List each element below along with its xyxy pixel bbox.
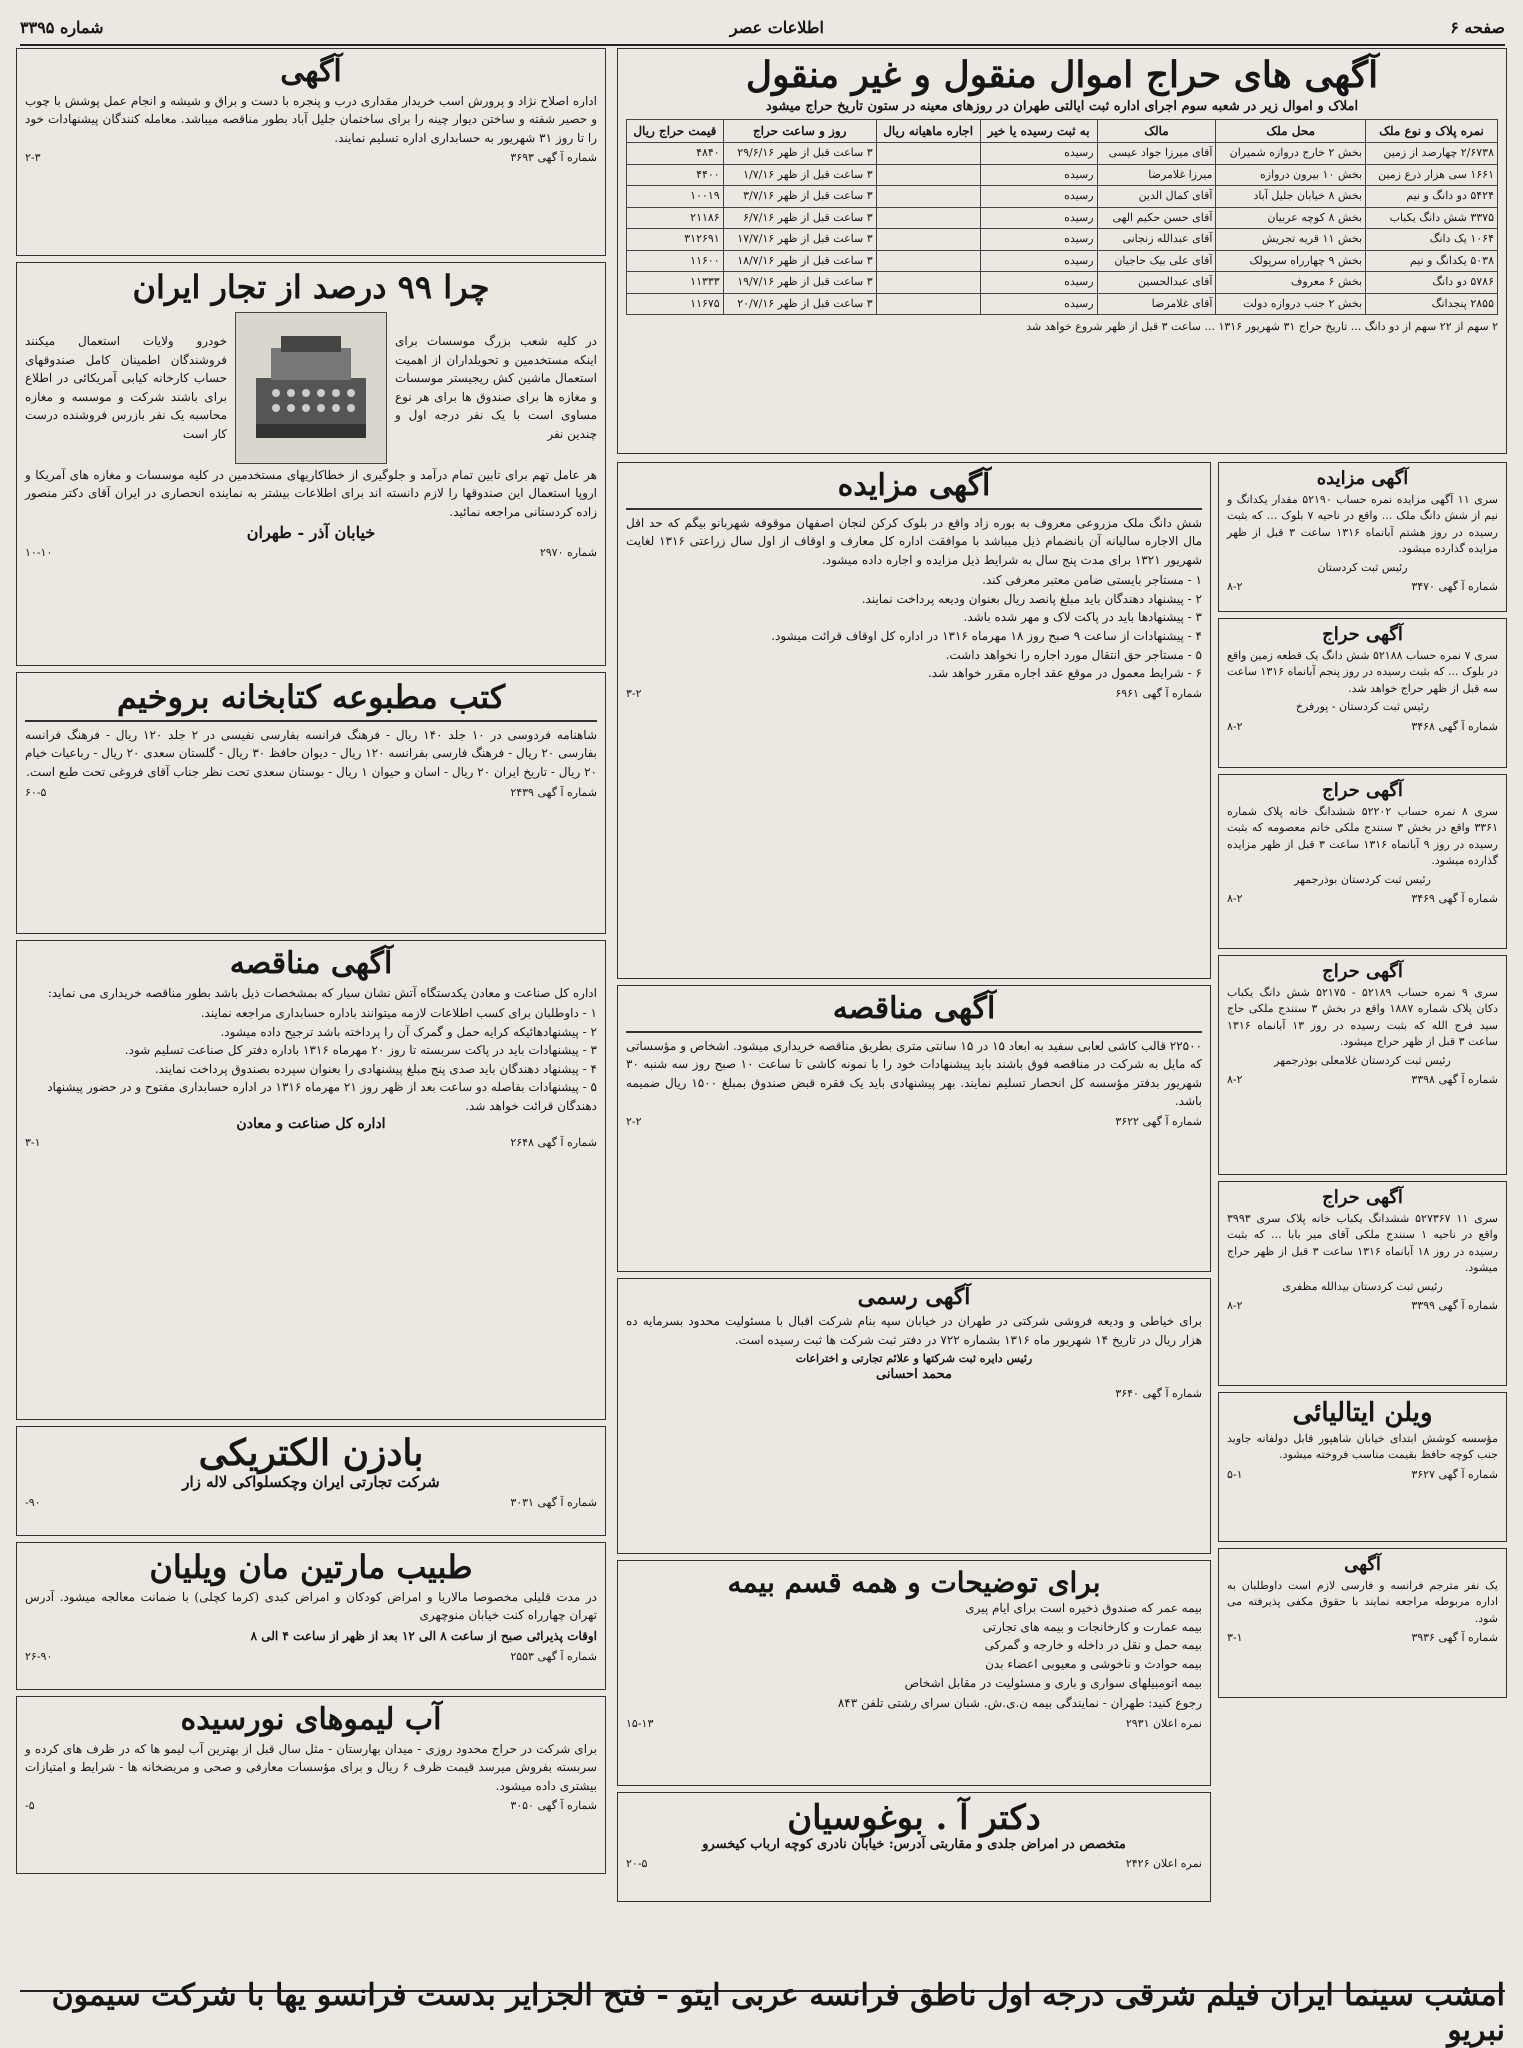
side-ad-body: سری ۹ نمره حساب ۵۲۱۸۹ - ۵۲۱۷۵ شش دانگ یکباب دکان پلاک شماره ۱۸۸۷ واقع در بخش ۳ سنندج ملکی حاج سید فرج الله که بثبت رسیده در روز ۱۳ آبانماه ۱۳۱۶ ساعت ۳ قبل از ظهر حراج میشود. (1227, 985, 1499, 1049)
table-cell: ۵۴۲۴ دو دانگ و نیم (1366, 186, 1498, 208)
mozayede-footer: شماره آ گهی ۶۹۶۱ (1115, 686, 1202, 700)
list-item: ۳ - پیشنهادها باید در پاکت لاک و مهر شده باشد. (963, 610, 1202, 625)
auction-header-0: نمره پلاک و نوع ملک (1366, 120, 1498, 143)
doctor-sub: متخصص در امراض جلدی و مقاربتی آدرس: خیابان نادری کوچه ارباب کیخسرو (702, 1837, 1126, 1853)
rasmi-body: برای خیاطی و ودیعه فروشی شرکتی در طهران در خیابان سپه بنام شرکت اقبال با مسئولیت محدود بسرمایه ده هزار ریال در تاریخ ۱۴ شهریور ماه ۱۳۱۶ بشماره ۷۲۲ در دفتر ثبت شرکت ها ثبت رسیده است. (626, 1314, 1202, 1347)
left-agahi-code: ۲-۳ (25, 151, 41, 165)
rasmi-sign: رئیس دایره ثبت شرکتها و علائم تجارتی و اختراعات (795, 1352, 1033, 1366)
side-ad-footer: شماره آ گهی ۳۳۹۸ (1411, 1073, 1498, 1087)
right-column (617, 48, 1507, 460)
tabib-code: ۲۶-۹۰ (25, 1649, 53, 1663)
table-cell: آقای عبدالحسین (1097, 272, 1216, 294)
table-cell: رسیده (980, 186, 1097, 208)
side-ad-code: ۸-۲ (1227, 719, 1243, 733)
rasmi-ad (617, 1278, 1211, 1554)
side-ad-title: آگهی مزایده (1316, 468, 1409, 489)
list-item: بیمه اتومبیلهای سواری و باری و مسئولیت در مقابل اشخاص (904, 1675, 1202, 1690)
left-column (16, 48, 606, 1880)
tabib-footer: شماره آ گهی ۲۵۵۳ (510, 1649, 597, 1663)
tabib-body: در مدت قلیلی مخصوصا مالاریا و امراض کودکان و امراض کبدی (کرما کچلی) با ضمانت معالجه میشود. آدرس تهران چهارراه کنت خیابان منوچهری (25, 1589, 597, 1623)
issue-number: شماره ۳۳۹۵ (20, 17, 104, 37)
table-row (627, 272, 1498, 294)
table-cell: رسیده (980, 164, 1097, 186)
side-ad-footer: شماره آ گهی ۳۹۳۶ (1411, 1631, 1498, 1645)
side-ad-body: مؤسسه کوشش ابتدای خیابان شاهپور قابل دولفانه جاوید جنب کوچه حافظ بقیمت مناسب فروخته میشود. (1227, 1431, 1498, 1462)
monaghese-footer: شماره آ گهی ۳۶۲۲ (1115, 1114, 1202, 1128)
cash-title: چرا ۹۹ درصد از تجار ایران (132, 268, 490, 306)
side-ad-sign: رئیس ثبت کردستان بیدالله مظفری (1282, 1279, 1443, 1293)
table-cell: آقای غلامرضا (1097, 293, 1216, 315)
table-cell: ۲۱۱۸۶ (627, 207, 724, 229)
auction-header-5: روز و ساعت حراج (723, 120, 876, 143)
side-ad-body: سری ۱۱ ۵۲۷۳۶۷ ششدانگ یکباب خانه پلاک سری ۳۹۹۳ واقع در ناحیه ۱ سنندج ملکی آقای میر بابا ... که بثبت رسیده در روز ۱۸ آبانماه ۱۳۱۶ ساعت ۳ قبل از ظهر حراج میشود. (1227, 1211, 1499, 1275)
table-cell: ۱۱۶۰۰ (627, 250, 724, 272)
side-ad-footer: شماره آ گهی ۳۶۲۷ (1411, 1467, 1498, 1481)
mozayede-ad (617, 462, 1211, 979)
table-cell: ۴۸۴۰ (627, 143, 724, 165)
side-ad-agahi (1218, 1548, 1507, 1698)
auction-header-1: محل ملک (1216, 120, 1366, 143)
doctor-title: دکتر آ . بوغوسیان (787, 1798, 1041, 1838)
list-item: ۲ - پیشنهاد دهندگان باید مبلغ پانصد ریال بعنوان ودیعه پرداخت نمایند. (861, 591, 1202, 606)
table-cell: ۱۱۳۳۳ (627, 272, 724, 294)
table-cell: رسیده (980, 250, 1097, 272)
table-cell: رسیده (980, 272, 1097, 294)
books-body: شاهنامه فردوسی در ۱۰ جلد ۱۴۰ ریال - فرهنگ فرانسه بفارسی نفیسی در ۲ جلد ۱۲۰ ریال - فرهنگ فرانسه بفارسی ۲۰ ریال - فرهنگ فارسی بفرانسه ۱۲۰ ریال - دیوان حافظ ۳۰ ریال - گلستان سعدی ۲۰ ریال - رباعیات خیام ۲۰ ریال - تاریخ ایران ۲۰ ریال - اسان و حیوان ۱ ریال - بوستان سعدی تحت نظر جناب آقای فروغی تحت طبع است. (25, 727, 598, 779)
side-ad-sign: رئیس ثبت کردستان - پورفرخ (1295, 700, 1430, 714)
list-item: ۲ - پیشنهادهائیکه کرایه حمل و گمرک آن را پرداخته باشد ترجیح داده میشود. (220, 1024, 597, 1039)
side-ad-villa (1218, 1392, 1507, 1542)
auction-header-2: مالک (1097, 120, 1216, 143)
books-code: ۶۰-۵ (25, 785, 47, 799)
cash-register-image (235, 312, 387, 464)
auction-note: ۲ سهم از ۲۲ سهم از دو دانگ ... تاریخ حراج ۳۱ شهریور ۱۳۱۶ ... ساعت ۳ قبل از ظهر شروع خواهد شد (1026, 320, 1498, 334)
table-cell: ۳ ساعت قبل از ظهر ۲۰/۷/۱۶ (723, 293, 876, 315)
books-footer: شماره آ گهی ۲۴۳۹ (510, 785, 597, 799)
side-ad-footer: شماره آ گهی ۳۴۶۹ (1411, 892, 1498, 906)
page-number: صفحه ۶ (1450, 17, 1505, 37)
cash-bottom: هر عامل تهم برای تابین تمام درآمد و جلوگیری از خطاکاریهای مستخدمین در کلیه موسسات و مغازه های آمریکا و اروپا استعمال این صندوقها را لازم دانسته اند برای اطلاعات بیشتر به نماینده انحصاری در ایران آقای دکتر منصور زاده کردستانی مراجعه نمائید. (25, 467, 597, 519)
list-item: ۱ - مستاجر بایستی ضامن معتبر معرفی کند. (982, 573, 1202, 588)
auction-title: آگهی های حراج اموال منقول و غیر منقول (745, 54, 1379, 96)
table-cell: آقای عبدالله زنجانی (1097, 229, 1216, 251)
table-cell: ۵۰۳۸ یکدانگ و نیم (1366, 250, 1498, 272)
side-ads-column (1218, 462, 1507, 1704)
table-cell: ۳ ساعت قبل از ظهر ۳/۷/۱۶ (723, 186, 876, 208)
table-cell: ۳۱۲۶۹۱ (627, 229, 724, 251)
table-cell: ۳۳۷۵ شش دانگ یکباب (1366, 207, 1498, 229)
list-item: بیمه عمر که صندوق ذخیره است برای ایام پیری (965, 1601, 1202, 1616)
table-cell: میرزا غلامرضا (1097, 164, 1216, 186)
table-cell: رسیده (980, 293, 1097, 315)
list-item: ۳ - پیشنهادات باید در پاکت سربسته تا روز ۲۰ مهرماه ۱۳۱۶ باداره دفتر کل صناعت تسلیم شود. (124, 1043, 597, 1058)
monaghese-ad (617, 985, 1211, 1272)
table-cell: ۳ ساعت قبل از ظهر ۲۹/۶/۱۶ (723, 143, 876, 165)
table-row (627, 143, 1498, 165)
list-item: بیمه حوادث و ناخوشی و معیوبی اعضاء بدن (985, 1656, 1202, 1671)
left-agahi-body: اداره اصلاح نژاد و پرورش اسب خریدار مقداری درب و پنجره با دست و براق و شیشه و انجام عمل پوشش با چوب و حصیر شفته و ساختن دیوار چینه را برای ساختمان جلیل آباد بطور مناقصه میباشد. معامله کنندگان پیشنهادات خود را تا روز ۳۱ شهریور به حسابداری اداره تسلیم نمایند. (25, 93, 597, 145)
table-cell: ۳ ساعت قبل از ظهر ۱/۷/۱۶ (723, 164, 876, 186)
tabib-hours: اوقات پذیرائی صبح از ساعت ۸ الی ۱۲ بعد از ظهر از ساعت ۴ الی ۸ (250, 1628, 597, 1643)
electric-code: ۹۰- (25, 1495, 41, 1509)
bime-code: ۱۵-۱۳ (626, 1716, 654, 1730)
tabib-title: طبیب مارتین مان ویلیان (149, 1548, 473, 1586)
bime-title: برای توضیحات و همه قسم بیمه (727, 1566, 1101, 1599)
auction-header-6: قیمت حراج ریال (627, 120, 724, 143)
side-ad-sign: رئیس ثبت کردستان غلامعلی بوذرجمهر (1274, 1053, 1451, 1067)
table-cell: ۳ ساعت قبل از ظهر ۱۹/۷/۱۶ (723, 272, 876, 294)
electric-footer: شماره آ گهی ۳۰۳۱ (510, 1495, 597, 1509)
electric-sub: شرکت تجارتی ایران وچکسلواکی لاله زار (182, 1473, 440, 1492)
doctor-footer: نمره اعلان ۲۴۲۶ (1125, 1857, 1202, 1871)
side-ad-code: ۸-۲ (1227, 1299, 1243, 1313)
mozayede-body: شش دانگ ملک مزروعی معروف به بوره زاد واقع در بلوک کرکن لنجان اصفهان موقوفه شهربانو بیگم که حد اقل مال الاجاره سالیانه آن بانضمام ذیل میباشد با موافقت اداره کل معارف و اوقاف از اول سال زراعتی ۱۳۱۶ لغایت شهریور ۱۳۲۱ برای مدت پنج سال به شرایط ذیل مزایده و اجاره داده میشود. (626, 515, 1203, 567)
left-monaghese-title: آگهی مناقصه (229, 946, 393, 981)
table-cell: ۲۸۵۵ پنجدانگ (1366, 293, 1498, 315)
side-ad-footer: شماره آ گهی ۳۳۹۹ (1411, 1299, 1498, 1313)
table-cell (876, 207, 980, 229)
right-main-lower (617, 462, 1211, 1908)
left-agahi-footer: شماره آ گهی ۳۶۹۳ (510, 151, 597, 165)
books-ad (16, 672, 606, 934)
side-ad-body: سری ۸ نمره حساب ۵۲۲۰۲ ششدانگ خانه پلاک شماره ۳۳۶۱ واقع در بخش ۳ سنندج ملکی خانم معصومه که بثبت رسیده در روز ۹ آبانماه ۱۳۱۶ ساعت ۳ قبل از ظهر مزایده گذارده میشود. (1227, 804, 1498, 868)
side-ad-title: آگهی حراج (1322, 1187, 1403, 1208)
table-cell: بخش ۲ جنب دروازه دولت (1216, 293, 1366, 315)
table-cell (876, 250, 980, 272)
electric-ad (16, 1426, 606, 1536)
table-cell: آقای کمال الدین (1097, 186, 1216, 208)
table-cell: بخش ۸ کوچه عربیان (1216, 207, 1366, 229)
table-cell: آقای علی بیک حاجیان (1097, 250, 1216, 272)
doctor-code: ۲۰-۵ (626, 1857, 648, 1871)
cash-footer: شماره ۲۹۷۰ (539, 545, 597, 559)
table-cell: آقای میرزا جواد عیسی (1097, 143, 1216, 165)
monaghese-code: ۲-۲ (626, 1114, 642, 1128)
table-cell: بخش ۶ معروف (1216, 272, 1366, 294)
list-item: بیمه حمل و نقل در داخله و خارجه و گمرکی (984, 1638, 1202, 1653)
left-agahi-ad (16, 48, 606, 256)
rasmi-title: آگهی رسمی (857, 1284, 971, 1310)
auction-table (626, 119, 1498, 315)
list-item: ۱ - داوطلبان برای کسب اطلاعات لازمه میتوانند باداره حسابداری مراجعه نمایند. (200, 1006, 597, 1021)
table-cell: رسیده (980, 229, 1097, 251)
doctor-ad (617, 1792, 1211, 1902)
table-row (627, 229, 1498, 251)
table-cell: ۴۴۰۰ (627, 164, 724, 186)
table-cell (876, 272, 980, 294)
side-ad-a5 (1218, 1181, 1507, 1386)
table-row (627, 293, 1498, 315)
table-cell: ۲/۶۷۳۸ چهارصد از زمین (1366, 143, 1498, 165)
list-item: ۴ - پیشنهاد دهندگان باید صدی پنج مبلغ پیشنهادی را بعنوان سپرده بصندوق پرداخت نمایند. (154, 1061, 597, 1076)
mozayede-code: ۳-۲ (626, 686, 642, 700)
paper-name: اطلاعات عصر (729, 17, 824, 37)
list-item: ۵ - مستاجر حق انتقال مورد اجاره را نخواهد داشت. (945, 647, 1202, 662)
cash-body-right: در کلیه شعب بزرگ موسسات برای اینکه مستخدمین و تحویلداران از اهمیت استعمال ماشین کش ریجیستر موسسات و مغازه ها برای صندوق ها برای هر نوع مساوی است با یک نفر درجه اول و چندین نفر (395, 334, 597, 441)
table-cell: ۳ ساعت قبل از ظهر ۶/۷/۱۶ (723, 207, 876, 229)
tabib-ad (16, 1542, 606, 1690)
table-cell: بخش ۸ خیابان جلیل آباد (1216, 186, 1366, 208)
side-ad-sign: رئیس ثبت کردستان (1317, 560, 1408, 574)
table-cell (876, 164, 980, 186)
table-cell: ۵۷۸۶ دو دانگ (1366, 272, 1498, 294)
table-cell: ۳ ساعت قبل از ظهر ۱۸/۷/۱۶ (723, 250, 876, 272)
cash-register-ad (16, 262, 606, 666)
table-cell: ۳ ساعت قبل از ظهر ۱۷/۷/۱۶ (723, 229, 876, 251)
table-cell (876, 186, 980, 208)
bottom-banner: امشب سینما ایران فیلم شرقی درجه اول ناطق فرانسه عربی ایتو - فتح الجزایر بدست فرانسو یها با شرکت سیمون نبریو (20, 1990, 1505, 2034)
table-cell: ۱۶۶۱ سی هزار ذرع زمین (1366, 164, 1498, 186)
table-cell (876, 229, 980, 251)
auction-header-4: اجاره ماهیانه ریال (876, 120, 980, 143)
list-item: ۶ - شرایط معمول در موقع عقد اجاره مقرر خواهد شد. (927, 666, 1202, 681)
table-cell: آقای حسن حکیم الهی (1097, 207, 1216, 229)
side-ad-code: ۸-۲ (1227, 892, 1243, 906)
left-monaghese-ad (16, 940, 606, 1420)
page-header (20, 10, 1505, 46)
side-ad-a4 (1218, 955, 1507, 1175)
side-ad-title: آگهی حراج (1322, 780, 1403, 801)
cash-address: خیابان آذر - طهران (246, 522, 376, 542)
mozayede-items (626, 571, 1202, 683)
auction-header-3: به ثبت رسیده یا خیر (980, 120, 1097, 143)
side-ad-a2 (1218, 618, 1507, 768)
table-row (627, 250, 1498, 272)
table-cell (876, 293, 980, 315)
side-ad-code: ۳-۱ (1227, 1631, 1243, 1645)
limu-body: برای شرکت در حراج محدود روزی - میدان بهارستان - مثل سال قبل از بهترین آب لیمو ها که در ظرف های کرده و سربسته بفروش میرسد قیمت ظرف ۶ ریال و برای مؤسسات معارفی و صحی و مریضخانه ها - شرایط و امتیازات بیشتری داده میشود. (25, 1741, 597, 1793)
bime-address: رجوع کنید: طهران - نمایندگی بیمه ن.ی.ش. شبان سرای رشتی تلفن ۸۴۳ (837, 1696, 1202, 1711)
cash-body-left: خودرو ولایات استعمال میکنند فروشندگان اطمینان کامل صندوقهای حساب کارخانه کیابی آمریکائی در اطلاع برای باشند شرکت و موسسه و مغازه محاسبه یک نفر بازرس فروشنده درست کار است (25, 334, 227, 441)
limu-ad (16, 1696, 606, 1874)
table-cell: بخش ۱۰ بیرون دروازه (1216, 164, 1366, 186)
auction-ad (617, 48, 1507, 454)
list-item: بیمه عمارت و کارخانجات و بیمه های تجارتی (982, 1619, 1202, 1634)
left-monaghese-sign: اداره کل صناعت و معادن (236, 1115, 386, 1132)
left-agahi-title: آگهی (280, 54, 342, 89)
table-cell: بخش ۲ خارج دروازه شمیران (1216, 143, 1366, 165)
side-ad-body: سری ۱۱ آگهی مزایده نمره حساب ۵۲۱۹۰ مقدار یکدانگ و نیم از شش دانگ ملک ... واقع در ناحیه ۷ بلوک ... که بثبت رسیده در روز هشتم آبانماه ۱۳۱۶ ساعت ۳ قبل از ظهر مزایده گذارده میشود. (1227, 492, 1498, 556)
rasmi-name: محمد احسانی (876, 1366, 952, 1382)
side-ad-code: ۸-۲ (1227, 580, 1243, 594)
bime-footer: نمره اعلان ۲۹۳۱ (1125, 1716, 1202, 1730)
table-cell: بخش ۹ چهارراه سرپولک (1216, 250, 1366, 272)
side-ad-title: ویلن ایتالیائی (1292, 1398, 1433, 1428)
rasmi-footer: شماره آ گهی ۳۶۴۰ (1115, 1386, 1202, 1400)
side-ad-a3 (1218, 774, 1507, 949)
cash-code: ۱۰-۱۰ (25, 545, 53, 559)
left-monaghese-body: اداره کل صناعت و معادن یکدستگاه آتش نشان سیار که بمشخصات ذیل باشد بطور مناقصه خریداری می نماید: (47, 985, 597, 1000)
monaghese-title: آگهی مناقصه (832, 991, 996, 1026)
electric-title: بادزن الکتریکی (198, 1432, 424, 1474)
left-monaghese-items (25, 1004, 597, 1116)
side-ad-code: ۸-۲ (1227, 1073, 1243, 1087)
auction-subtitle: املاک و اموال زیر در شعبه سوم اجرای اداره ثبت ایالتی طهران در روزهای معینه در ستون تاریخ حراج میشود (765, 99, 1359, 115)
table-cell: رسیده (980, 207, 1097, 229)
bime-lines (626, 1599, 1202, 1692)
list-item: ۴ - پیشنهادات از ساعت ۹ صبح روز ۱۸ مهرماه ۱۳۱۶ در اداره کل اوقاف قرائت میشود. (771, 629, 1202, 644)
table-cell: بخش ۱۱ قریه تجریش (1216, 229, 1366, 251)
books-title: کتب مطبوعه کتابخانه بروخیم (116, 678, 506, 716)
table-cell (876, 143, 980, 165)
side-ad-a1 (1218, 462, 1507, 612)
table-cell: ۱۰۰۱۹ (627, 186, 724, 208)
table-cell: ۱۰۶۴ یک دانگ (1366, 229, 1498, 251)
side-ad-body: سری ۷ نمره حساب ۵۲۱۸۸ شش دانگ یک قطعه زمین واقع در بلوک ... که بثبت رسیده در روز پنجم آبانماه ۱۳۱۶ ساعت سه قبل از ظهر حراج خواهد شد. (1227, 648, 1498, 695)
table-row (627, 164, 1498, 186)
bime-ad (617, 1560, 1211, 1786)
side-ad-sign: رئیس ثبت کردستان بوذرجمهر (1294, 872, 1431, 886)
side-ad-code: ۵-۱ (1227, 1467, 1243, 1481)
left-monaghese-code: ۳-۱ (25, 1135, 41, 1149)
side-ad-title: آگهی (1344, 1554, 1381, 1575)
side-ad-footer: شماره آ گهی ۳۴۶۸ (1411, 719, 1498, 733)
limu-footer: شماره آ گهی ۳۰۵۰ (510, 1799, 597, 1813)
left-monaghese-footer: شماره آ گهی ۲۶۴۸ (510, 1135, 597, 1149)
limu-title: آب لیموهای نورسیده (180, 1702, 442, 1737)
table-cell: رسیده (980, 143, 1097, 165)
list-item: ۵ - پیشنهادات بفاصله دو ساعت بعد از ظهر روز ۲۱ مهرماه ۱۳۱۶ در اداره حسابداری مفتوح و در حضور پیشنهاد دهندگان قرائت خواهد شد. (47, 1080, 597, 1114)
table-row (627, 186, 1498, 208)
side-ad-title: آگهی حراج (1322, 961, 1403, 982)
monaghese-body: ۲۲۵۰۰ قالب کاشی لعابی سفید به ابعاد ۱۵ در ۱۵ سانتی متری بطریق مناقصه خریداری میشود. اشخاص و مؤسساتی که مایل به شرکت در مناقصه فوق باشند باید پیشنهادات خود را با نمونه کاشی تا ساعت ۱۰ صبح روز سه شنبه ۳۰ شهریور بدفتر مؤسسه کل انحصار تسلیم نمایند. بهر پیشنهادی باید یک فقره قبض صندوق بمبلغ ۱۵۰۰ ریال ضمیمه باشد. (626, 1038, 1202, 1109)
cash-register-icon (246, 328, 376, 448)
side-ad-title: آگهی حراج (1322, 624, 1403, 645)
limu-code: ۵- (25, 1799, 35, 1813)
side-ad-footer: شماره آ گهی ۳۴۷۰ (1411, 580, 1498, 594)
side-ad-body: یک نفر مترجم فرانسه و فارسی لازم است داوطلبان به اداره مربوطه مراجعه نمایند با حقوق مکفی پذیرفته می شود. (1227, 1578, 1498, 1625)
mozayede-title: آگهی مزایده (837, 468, 991, 503)
table-cell: ۱۱۶۷۵ (627, 293, 724, 315)
table-row (627, 207, 1498, 229)
